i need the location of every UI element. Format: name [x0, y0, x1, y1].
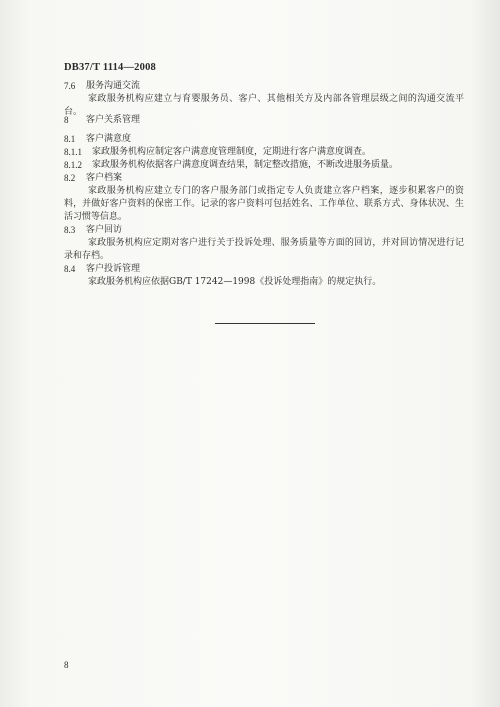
section-8-2 — [64, 172, 464, 224]
section-8-4 — [64, 263, 464, 289]
section-paragraph: 家政服务机构应建立专门的客户服务部门或指定专人负责建立客户档案，逐步积累客户的资料，并做好客户资料的保密工作。记录的客户资料可包括姓名、工作单位、联系方式、身体状况、生活习惯等信息。 — [64, 186, 464, 222]
clause-number: 8.1.1 — [64, 147, 82, 157]
section-title: 客户满意度 — [86, 134, 132, 144]
section-8 — [64, 114, 464, 127]
section-paragraph: 家政服务机构应建立与育婴服务员、客户、其他相关方及内部各管理层级之间的沟通交流平台。 — [64, 94, 464, 117]
section-title: 客户档案 — [86, 173, 123, 183]
section-title: 客户回访 — [86, 225, 123, 235]
section-number: 8.4 — [64, 264, 76, 274]
clause-8-1-1 — [64, 146, 464, 159]
section-heading — [64, 114, 464, 127]
section-title: 客户投诉管理 — [86, 264, 141, 274]
end-divider — [215, 323, 315, 324]
section-8-3 — [64, 224, 464, 263]
clause-8-1-2 — [64, 159, 464, 172]
section-heading — [64, 80, 464, 93]
section-heading — [64, 263, 464, 276]
section-paragraph: 家政服务机构应依据GB/T 17242—1998《投诉处理指南》的规定执行。 — [88, 277, 382, 287]
clause-text: 家政服务机构依据客户满意度调查结果，制定整改措施，不断改进服务质量。 — [92, 160, 399, 170]
section-number: 8.1 — [64, 134, 76, 144]
section-title: 服务沟通交流 — [86, 81, 141, 91]
section-heading — [64, 172, 464, 185]
section-8-1 — [64, 133, 464, 172]
section-number: 8.3 — [64, 225, 76, 235]
section-number: 8 — [64, 115, 69, 125]
clause-text: 家政服务机构应制定客户满意度管理制度，定期进行客户满意度调查。 — [92, 147, 372, 157]
section-heading — [64, 133, 464, 146]
section-number: 7.6 — [64, 81, 76, 91]
clause-number: 8.1.2 — [64, 160, 82, 170]
section-number: 8.2 — [64, 173, 76, 183]
section-title: 客户关系管理 — [86, 115, 141, 125]
document-code: DB37/T 1114—2008 — [64, 62, 156, 73]
section-paragraph: 家政服务机构应定期对客户进行关于投诉处理、服务质量等方面的回访，并对回访情况进行记录和存档。 — [64, 238, 464, 261]
page-number: 8 — [64, 660, 69, 670]
section-heading — [64, 224, 464, 237]
